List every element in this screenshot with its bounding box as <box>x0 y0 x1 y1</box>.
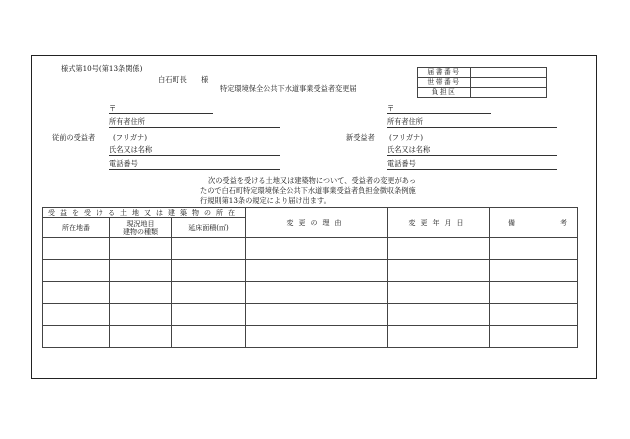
cell-type[interactable] <box>110 304 172 326</box>
previous-phone-line[interactable] <box>109 169 280 170</box>
ref-label-charge-district: 負担区 <box>418 88 471 98</box>
col-header-type-line1: 現況地目 <box>126 219 155 228</box>
note-header-left: 備 <box>508 218 515 227</box>
previous-phone-label: 電話番号 <box>109 159 138 168</box>
col-header-type-line2: 建物の種類 <box>123 227 158 236</box>
table-row <box>43 282 578 304</box>
ref-value-filing-number[interactable] <box>471 68 547 78</box>
cell-reason[interactable] <box>246 238 388 260</box>
cell-note[interactable] <box>490 282 578 304</box>
col-header-lot: 所在地番 <box>43 218 110 238</box>
cell-note[interactable] <box>490 260 578 282</box>
cell-type[interactable] <box>110 238 172 260</box>
cell-area[interactable] <box>172 304 246 326</box>
note-header-right: 考 <box>560 218 567 227</box>
cell-type[interactable] <box>110 326 172 348</box>
ref-label-household-number: 世帯番号 <box>418 78 471 88</box>
cell-type[interactable] <box>110 260 172 282</box>
cell-note[interactable] <box>490 238 578 260</box>
ref-value-household-number[interactable] <box>471 78 547 88</box>
new-postal-line[interactable] <box>387 113 491 114</box>
cell-date[interactable] <box>388 304 490 326</box>
new-phone-line[interactable] <box>387 169 557 170</box>
cell-area[interactable] <box>172 260 246 282</box>
col-header-area: 延床面積(㎡) <box>172 218 246 238</box>
table-row <box>43 326 578 348</box>
cell-note[interactable] <box>490 304 578 326</box>
cell-type[interactable] <box>110 282 172 304</box>
previous-postal-line[interactable] <box>109 113 213 114</box>
new-role-label: 新受益者 <box>346 133 375 142</box>
new-phone-label: 電話番号 <box>387 159 416 168</box>
cell-lot[interactable] <box>43 282 110 304</box>
cell-lot[interactable] <box>43 238 110 260</box>
reference-box <box>417 67 547 98</box>
previous-address-label: 所有者住所 <box>109 117 145 126</box>
previous-role-label: 従前の受益者 <box>52 133 96 142</box>
statement-line-2: たので白石町特定環境保全公共下水道事業受益者負担金徴収条例施 <box>200 186 416 195</box>
previous-postal-mark: 〒 <box>109 104 117 113</box>
statement-line-3: 行規則第13条の規定により届け出ます。 <box>200 196 331 205</box>
form-number: 様式第10号(第13条関係) <box>61 64 143 73</box>
col-header-type <box>110 218 172 238</box>
new-furigana-label: (フリガナ) <box>389 133 423 142</box>
cell-date[interactable] <box>388 260 490 282</box>
cell-reason[interactable] <box>246 326 388 348</box>
previous-name-label: 氏名又は名称 <box>109 145 153 154</box>
group-header: 受益を受ける土地又は建築物の所在 <box>43 208 246 218</box>
previous-address-line[interactable] <box>109 127 280 128</box>
cell-lot[interactable] <box>43 304 110 326</box>
statement-line-1: 次の受益を受ける土地又は建築物について、受益者の変更があっ <box>208 176 417 185</box>
table-row <box>43 238 578 260</box>
property-table <box>42 207 578 348</box>
table-row <box>43 260 578 282</box>
new-name-label: 氏名又は名称 <box>387 145 431 154</box>
cell-lot[interactable] <box>43 260 110 282</box>
cell-reason[interactable] <box>246 304 388 326</box>
new-address-label: 所有者住所 <box>387 117 423 126</box>
cell-reason[interactable] <box>246 260 388 282</box>
previous-furigana-label: (フリガナ) <box>113 133 147 142</box>
cell-date[interactable] <box>388 238 490 260</box>
cell-date[interactable] <box>388 282 490 304</box>
ref-label-filing-number: 届書番号 <box>418 68 471 78</box>
table-row <box>43 304 578 326</box>
form-title: 特定環境保全公共下水道事業受益者変更届 <box>220 84 357 93</box>
col-header-note <box>490 208 578 238</box>
cell-area[interactable] <box>172 282 246 304</box>
ref-value-charge-district[interactable] <box>471 88 547 98</box>
cell-date[interactable] <box>388 326 490 348</box>
cell-area[interactable] <box>172 238 246 260</box>
cell-lot[interactable] <box>43 326 110 348</box>
new-name-line[interactable] <box>387 155 557 156</box>
previous-name-line[interactable] <box>109 155 280 156</box>
cell-area[interactable] <box>172 326 246 348</box>
addressee: 白石町長 様 <box>158 75 209 84</box>
new-postal-mark: 〒 <box>387 104 395 113</box>
cell-reason[interactable] <box>246 282 388 304</box>
col-header-reason: 変更の理由 <box>246 208 388 238</box>
col-header-date: 変更年月日 <box>388 208 490 238</box>
cell-note[interactable] <box>490 326 578 348</box>
new-address-line[interactable] <box>387 127 557 128</box>
